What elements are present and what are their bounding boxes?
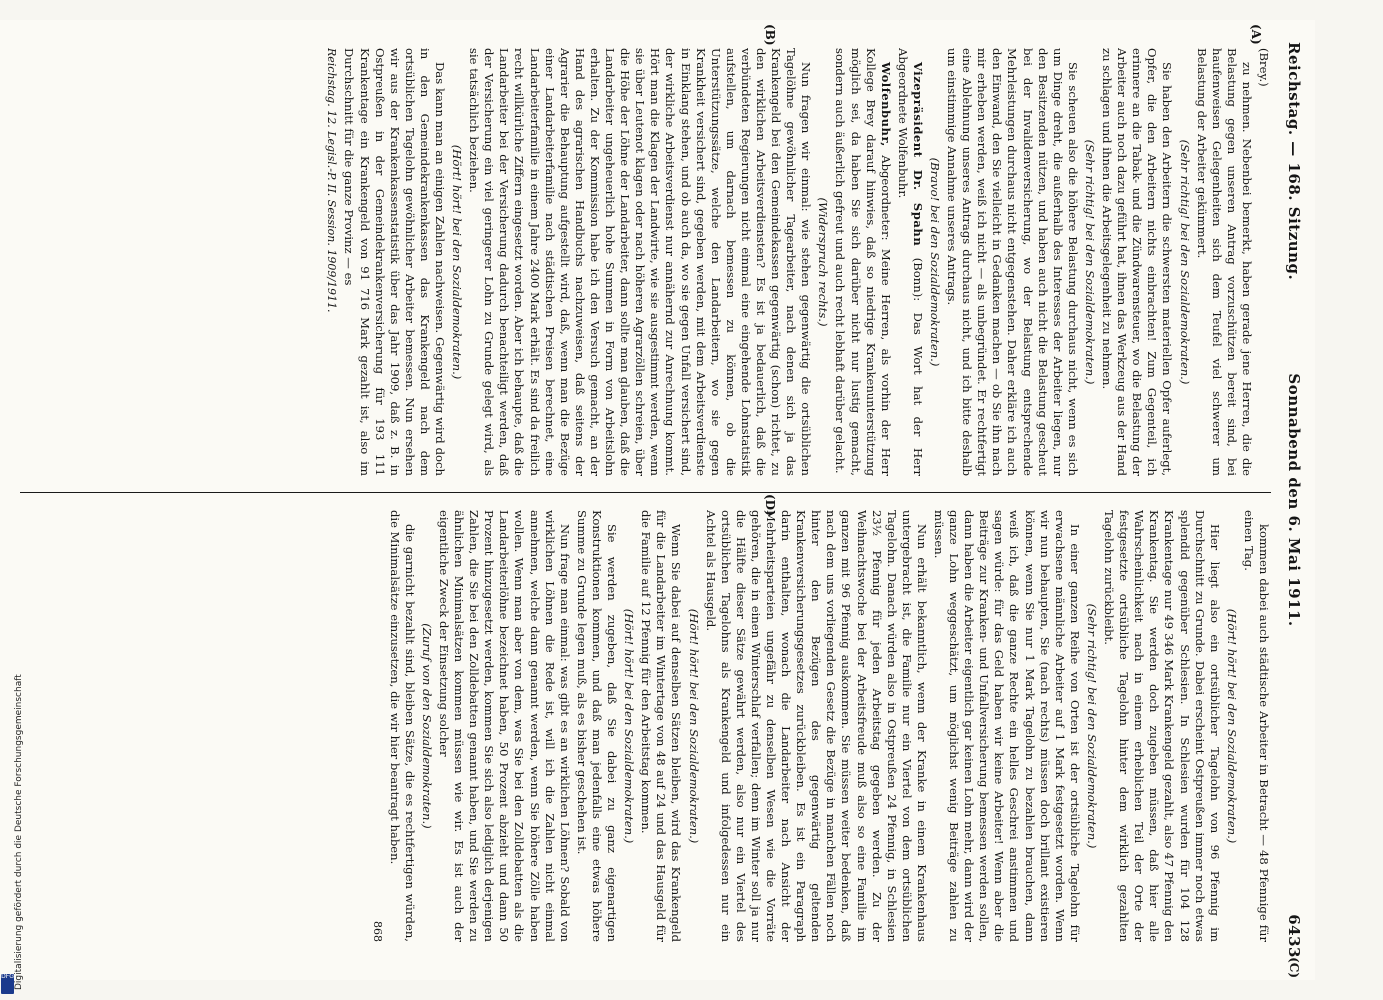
document-page [0, 20, 1315, 980]
speech-text: Abgeordneter: Meine Herren, als vorhin der Herr Kollege Brey darauf hinwies, daß so niedrige Krankenunterstützung möglich sei, da haben Sie sich darüber nicht nur lustig gemacht, sondern auch äußerlich gefreut und auch recht lebhaft darüber gelacht. [833, 48, 893, 476]
margin-marker-d: (D) [763, 494, 777, 516]
interjection: (Bravo! bei den Sozialdemokraten.) [928, 157, 943, 367]
footer-note: Reichstag. 12. Legisl.-P. II. Session. 1909/1911. [325, 48, 339, 313]
paragraph: kommen dabei auch städtische Arbeiter in Betracht — 48 Pfennige für einen Tag. [1241, 510, 1271, 942]
interjection: (Zuruf von den Sozialdemokraten.) [419, 623, 434, 829]
margin-marker-c: (C) [1287, 957, 1301, 978]
paragraph: Sie scheuen also die höhere Belastung durchaus nicht, wenn es sich um Dinge dreht, die außerhalb des Interesses der Arbeiter liegen, nur den Besitzenden nützen, und haben auch nicht die Belastung gescheut bei der Invalidenversicherung, wo der Belastung entsprechende Mehrleistungen durchaus nicht entgegenstehen. Daher erkläre ich auch den Einwand, den Sie vielleicht in Gedanken machen — ob Sie ihn nach mir erheben werden, weiß ich nicht — als unbegründet. Er rechtfertigt eine Ablehnung unseres Antrags durchaus nicht, und ich bitte deshalb um einstimmige Annahme unseres Antrags. [945, 48, 1080, 476]
digitization-credit [2, 610, 24, 990]
paragraph: zu nehmen. Nebenbei bemerkt, haben gerade jene Herren, die die Belastung gegen unseren Antrag vorzuschützen bereit sind, bei haufenweisen Gelegenheiten sich dem Teufel viel schwerer um Belastung der Arbeiter gekümmert. [1194, 48, 1254, 476]
paragraph: Wenn Sie dabei auf denselben Sätzen bleiben, wird das Krankengeld für die Landarbeiter im Wintertage von 48 auf 24 und das Hausgeld für die Familie auf 12 Pfennig für den Arbeitstag kommen. [639, 510, 684, 942]
interjection: (Sehr richtig! bei den Sozialdemokraten.) [1082, 139, 1097, 385]
speaker-paragraph [832, 48, 892, 476]
paragraph: Hier liegt also ein ortsüblicher Tagelohn von 96 Pfennig im Durchschnitt zu Grunde. Dabei erscheint Ostpreußen immer noch etwas splendid gegenüber Schlesien. In Schlesien wurden für 104 128 Krankentage nur 49 346 Mark Krankengeld gezahlt, also 47 Pfennig den Krankentag. Sie werden doch zugeben müssen, daß hier alle Wahrscheinlichkeit nach in einem erheblichen Teil der Orte der festgesetzte ortsübliche Tagelohn hinter dem wirklich gezahlten Tagelohn zurückbleibt. [1102, 510, 1222, 942]
speaker-name: Wolfenbuhr, [878, 62, 893, 147]
dfg-logo-icon: DFG [1, 974, 14, 994]
interjection: (Hört! hört! bei den Sozialdemokraten.) [686, 608, 701, 844]
header-date: Sonnabend den 6. Mai 1911. [1285, 373, 1303, 627]
speaker-paragraph [895, 48, 925, 476]
interjection: (Hört! hört! bei den Sozialdemokraten.) [622, 608, 637, 844]
column-divider [20, 492, 1271, 493]
page-number: 6433 [1285, 914, 1303, 958]
margin-marker-a: (A) [1249, 24, 1263, 45]
paragraph: Sie werden zugeben, daß Sie dabei zu ganz eigenartigen Konstruktionen kommen, und daß man jedenfalls eine etwas höhere Summe zu Grunde legen muß, als es bisher geschehen ist. [574, 510, 620, 942]
speaker-name: Vizepräsident Dr. Spahn [910, 62, 925, 247]
paragraph: Nun frage man einmal: was gibt es an wirklichen Löhnen? Sobald von wirklichen Löhnen die Rede ist, will ich die Zahlen nicht einmal annehmen, welche dann genannt werden, wenn Sie höhere Zölle haben wollen. Wenn man aber von dem, was Sie bei den Zolldebatten als die Landarbeiterlöhne bezeichnet haben, 50 Prozent abzieht und dann 50 Prozent hinzugesetzt werden, kommen Sie sich also lediglich derjenigen Zahlen, die Sie bei den Zolldebatten genannt haben, und Sie werden zu ähnlichen Minimalsätzen kommen müssen wie wir. Es ist auch der eigentliche Zweck der Einsetzung solcher [437, 510, 572, 942]
sheet-number: 868 [370, 921, 384, 942]
paragraph: Sie haben den Arbeitern die schwersten materiellen Opfer auferlegt, Opfer, die den Arbeitern nichts einbrachten! Zum Gegenteil, ich erinnere an die Tabak- und die Zündwarensteuer, wo die Belastung der Arbeiter auch noch dazu geführt hat, ihnen das Werkzeug aus der Hand zu schlagen und ihnen die Arbeitsgelegenheit zu nehmen. [1100, 48, 1175, 476]
interjection: (Hört! hört! bei den Sozialdemokraten.) [450, 144, 465, 380]
header-left: Reichstag. — 168. Sitzung. [1285, 42, 1303, 281]
page-header [1281, 42, 1307, 958]
interjection: (Hört! hört! bei den Sozialdemokraten.) [1224, 608, 1239, 844]
speaker-label: (Brey.) [1257, 48, 1271, 87]
left-column [12, 48, 1271, 476]
speech-text: (Bonn): Das Wort hat der Herr Abgeordnete Wolfenbuhr. [895, 48, 925, 476]
right-column [12, 510, 1271, 942]
interjection: (Sehr richtig! bei den Sozialdemokraten.) [1177, 139, 1192, 385]
interjection: (Widerspruch rechts.) [816, 197, 831, 327]
paragraph: die garnicht bezahlt sind, bleiben Sätze, die es rechtfertigen würden, die Minimalsätze einzusetzen, die wir hier beantragt haben. [387, 510, 417, 942]
credit-text: Digitalisierung gefördert durch die Deutsche Forschungsgemeinschaft [14, 674, 24, 990]
margin-marker-b: (B) [763, 24, 777, 46]
interjection: (Sehr richtig! bei den Sozialdemokraten.) [1084, 603, 1099, 849]
paragraph: Nun fragen wir einmal: wie stehen gegenwärtig die ortsüblichen Tagelöhne gewöhnlicher Tagearbeiter, nach denen sich ja das Krankengeld bei den Gemeindekassen gegenwärtig (schon) richtet, zu den wirklichen Arbeitsverdiensten? Es ist ja bedauerlich, daß die verbündeten Regierungen nicht einmal eine eingehende Lohnstatistik aufstellen, um darnach bemessen zu können, ob die Unterstützungssätze, welche den Landarbeitern, wo sie gegen Krankheit versichert sind, gegeben werden, mit dem Arbeitsverdienste in Einklang stehen, und ob auch da, wo sie gegen Unfall versichert sind, der wirkliche Arbeitsverdienst nur annähernd zur Anrechnung kommt. Hört man die Klagen der Landwirte, wie sie ausgestimmt werden, wenn sie über Leutenot klagen oder nach höheren Agrarzöllen schreien, über die Höhe der Löhne der Landarbeiter, dann sollte man glauben, daß die Landarbeiter ungeheuerlich hohe Summen in Form von Arbeitslohn erhalten. Zu der Kommission habe ich den Versuch gemacht, an der Hand des agrarischen Handbuchs nachzuweisen, daß seitens der Agrarier die Behauptung aufgestellt wird, daß, wenn man die Bezüge einer Landarbeiterfamilie nach städtischen Preisen berechnet, eine Landarbeiterfamilie in einem Jahre 2400 Mark erhält. Es sind da freilich recht willkürliche Ziffern eingesetzt worden. Aber ich behaupte, daß die Landarbeiter bei der Versicherung dadurch benachteiligt werden, daß der Versicherung ein viel geringerer Lohn zu Grunde gelegt wird, als sie tatsächlich beziehen. [467, 48, 814, 476]
paragraph: Nun erhält bekanntlich, wenn der Kranke in einem Krankenhaus untergebracht ist, die Familie nur ein Viertel von dem ortsüblichen Tagelohn. Danach würden also in Ostpreußen 24 Pfennig, in Schlesien 23½ Pfennig für jeden Arbeitstag gegeben werden. Zu der Weihnachtswoche bei der Arbeitsfreude muß also so eine Familie im ganzen mit 96 Pfennig auskommen. Sie müssen weiter bedenken, daß nach dem uns vorliegenden Gesetz die Bezüge in manchen Fällen noch hinter den Bezügen des gegenwärtig geltenden Krankenversicherungsgesetzes zurückbleiben. Es ist ein Paragraph darin enthalten, wonach die Landarbeiter nach Ansicht der Mehrheitsparteien ungefähr zu denselben Wesen wie die Vorräte gehören, die in einen Winterschlaf verfallen; denn im Winter soll ja nur die Hälfte dieser Sätze gewährt werden, also nur ein Viertel des ortsüblichen Tagelohns als Krankengeld und infolgedessen nur ein Achtel als Hausgeld. [703, 510, 929, 942]
paragraph: Das kann man an einigen Zahlen nachweisen. Gegenwärtig wird doch in den Gemeindekrankenkassen das Krankengeld nach dem ortsüblichen Tagelohn gewöhnlicher Arbeiter bemessen. Nun ersehen wir aus der Krankenkassenstatistik über das Jahr 1909, daß z. B. in Ostpreußen in der Gemeindekrankenversicherung für 193 111 Krankentage ein Krankengeld von 91 716 Mark gezahlt ist, also im Durchschnitt für die ganze Provinz — es [342, 48, 448, 476]
paragraph: In einer ganzen Reihe von Orten ist der ortsübliche Tagelohn für erwachsene männliche Arbeiter auf 1 Mark festgesetzt worden. Wenn wir nun behaupten, Sie (nach rechts) müssen doch brillant existieren können, wenn Sie nur 1 Mark Tagelohn zu bezahlen brauchen, dann weiß ich, daß die ganze Rechte ein helles Geschrei anstimmen und sagen würde: für das Geld haben wir keine Arbeiter! Wenn aber die Beiträge zur Kranken- und Unfallversicherung bemessen werden sollen, dann haben die Arbeiter eigentlich gar keinen Lohn mehr, dann wird der ganze Lohn weggeschätzt, um möglichst wenig Beiträge zahlen zu müssen. [932, 510, 1082, 942]
